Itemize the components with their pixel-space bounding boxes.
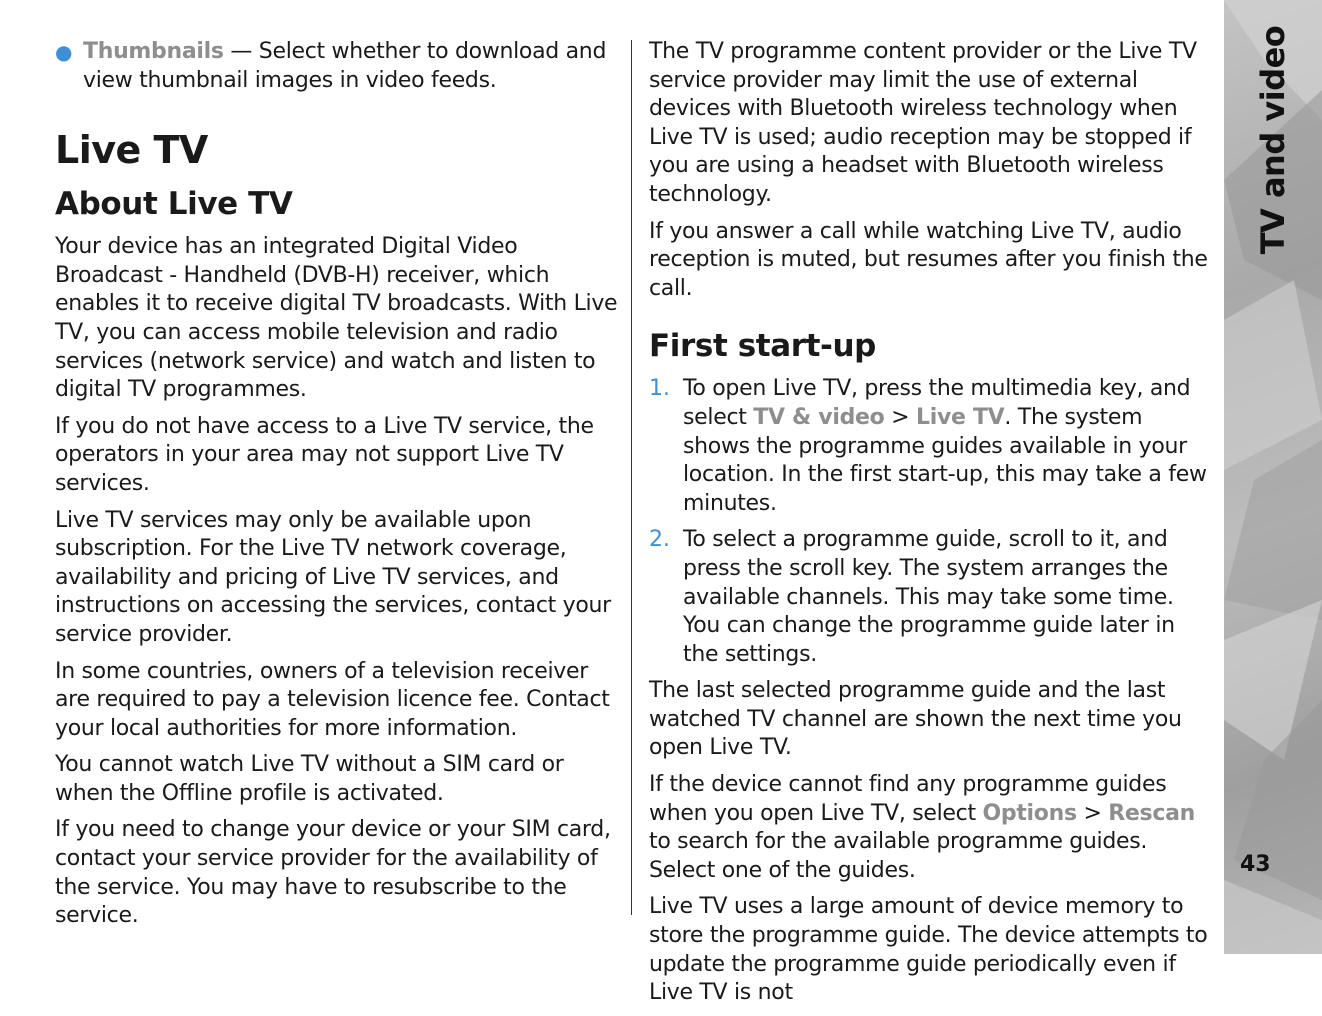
keyword-live-tv: Live TV [916,404,1005,430]
paragraph: You cannot watch Live TV without a SIM card or when the Offline profile is activated. [55,752,564,806]
step-text: To select a programme guide, scroll to it, and press the scroll key. The system arranges the available channels. This may take some time. You can change the programme guide later in the settings. [683,527,1175,667]
chapter-title-text: TV and video [1254,25,1292,255]
paragraph: If you do not have access to a Live TV service, the operators in your area may not support Live TV services. [55,413,594,496]
bullet-description: — Select whether to download and view thumbnail images in video feeds. [83,39,607,93]
paragraph-rescan [649,771,1214,885]
step-number: 2. [649,527,670,553]
right-column [649,38,1214,1016]
page-number: 43 [1240,852,1271,877]
steps-list [649,375,1214,669]
paragraph: Live TV uses a large amount of device memory to store the programme guide. The device attempts to update the programme guide periodically even if Live TV is not [649,894,1208,1006]
step-number: 1. [649,376,670,402]
keyword-tv-video: TV & video [753,404,885,430]
section-title: Live TV [55,128,208,173]
bullet-thumbnails [55,38,620,95]
paragraph: In some countries, owners of a television receiver are required to pay a television licence fee. Contact your local authorities for more information. [55,658,610,741]
step-text-post: . The system shows the programme guides available in your location. In the first start-up, this may take a few minutes. [683,404,1207,516]
paragraph: The last selected programme guide and the last watched TV channel are shown the next time you open Live TV. [649,678,1182,761]
rescan-text-pre: If the device cannot find any programme guides when you open Live TV, select [649,772,1167,826]
keyword-thumbnails: Thumbnails [83,39,224,64]
bullet-text [83,38,620,95]
list-item [649,526,1214,669]
paragraph: If you need to change your device or your SIM card, contact your service provider for the availability of the service. You may have to resubscribe to the service. [55,817,611,929]
step-text-pre: To open Live TV, press the multimedia key, and select [683,376,1191,430]
paragraph: If you answer a call while watching Live TV, audio reception is muted, but resumes after you finish the call. [649,218,1208,301]
rescan-text-post: to search for the available programme guides. Select one of the guides. [649,829,1148,883]
subsection-title-about: About Live TV [55,186,293,223]
subsection-title-first-startup: First start-up [649,328,876,365]
step-text [683,375,1214,518]
paragraph: The TV programme content provider or the Live TV service provider may limit the use of external devices with Bluetooth wireless technology when Live TV is used; audio reception may be stopped if you are using a headset with Bluetooth wireless technology. [649,39,1197,207]
paragraph: Live TV services may only be available upon subscription. For the Live TV network coverage, availability and pricing of Live TV services, and instructions on accessing the services, contact your service provider. [55,507,611,647]
keyword-options: Options [982,800,1077,826]
left-column [55,38,620,939]
menu-separator: > [884,404,916,430]
list-item [649,375,1214,518]
chapter-title [1224,25,1322,255]
bullet-dot-icon: ● [55,40,73,64]
paragraph: Your device has an integrated Digital Video Broadcast - Handheld (DVB-H) receiver, which enables it to receive digital TV broadcasts. With Live TV, you can access mobile television and radio services (network service) and watch and listen to digital TV programmes. [55,234,618,403]
column-divider [631,40,632,915]
keyword-rescan: Rescan [1108,800,1196,826]
menu-separator: > [1076,800,1109,826]
